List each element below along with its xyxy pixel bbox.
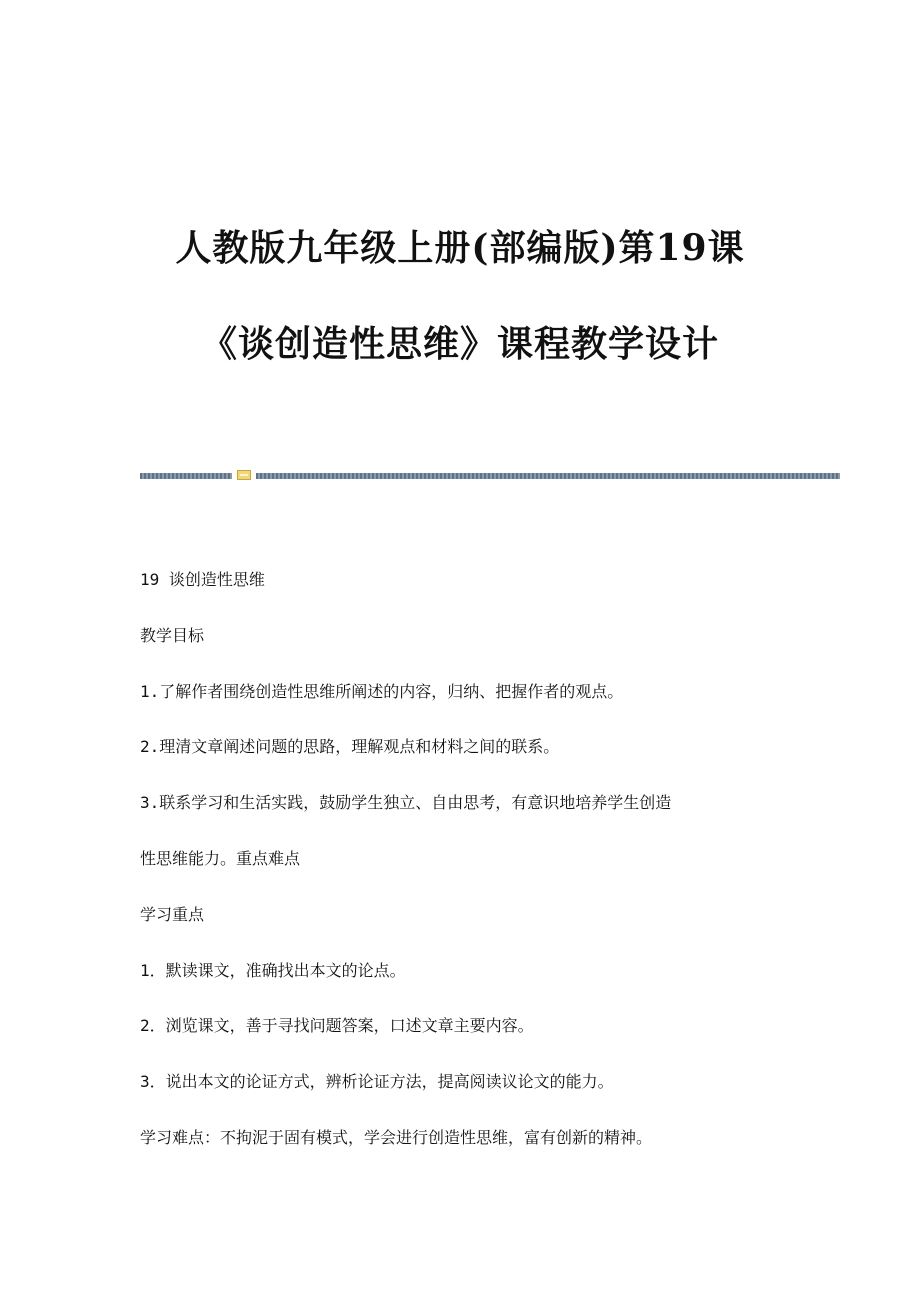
objective-item-1: 1.了解作者围绕创造性思维所阐述的内容，归纳、把握作者的观点。: [140, 681, 624, 701]
objective-item-3-continued: 性思维能力。重点难点: [140, 848, 301, 868]
divider-bar-right: [256, 473, 840, 479]
lesson-heading: 19 谈创造性思维: [140, 570, 265, 589]
difficulty-paragraph: 学习难点：不拘泥于固有模式，学会进行创造性思维，富有创新的精神。: [140, 1127, 653, 1147]
document-title-line-1: 人教版九年级上册(部编版)第19课: [175, 227, 745, 269]
decorative-divider: [140, 470, 840, 482]
document-body: [140, 560, 780, 1174]
section-heading-key-points: 学习重点: [140, 904, 205, 924]
objective-item-2: 2.理清文章阐述问题的思路，理解观点和材料之间的联系。: [140, 737, 560, 757]
document-title-line-2: 《谈创造性思维》课程教学设计: [200, 323, 719, 365]
divider-bar-left: [140, 473, 232, 479]
objective-item-3: 3.联系学习和生活实践，鼓励学生独立、自由思考，有意识地培养学生创造: [140, 793, 672, 813]
divider-ornament-icon: [237, 470, 251, 480]
key-point-item-3: 3．说出本文的论证方式，辨析论证方法，提高阅读议论文的能力。: [140, 1072, 614, 1092]
key-point-item-1: 1．默读课文，准确找出本文的论点。: [140, 960, 406, 980]
key-point-item-2: 2．浏览课文，善于寻找问题答案，口述文章主要内容。: [140, 1016, 534, 1036]
section-heading-objectives: 教学目标: [140, 625, 205, 645]
